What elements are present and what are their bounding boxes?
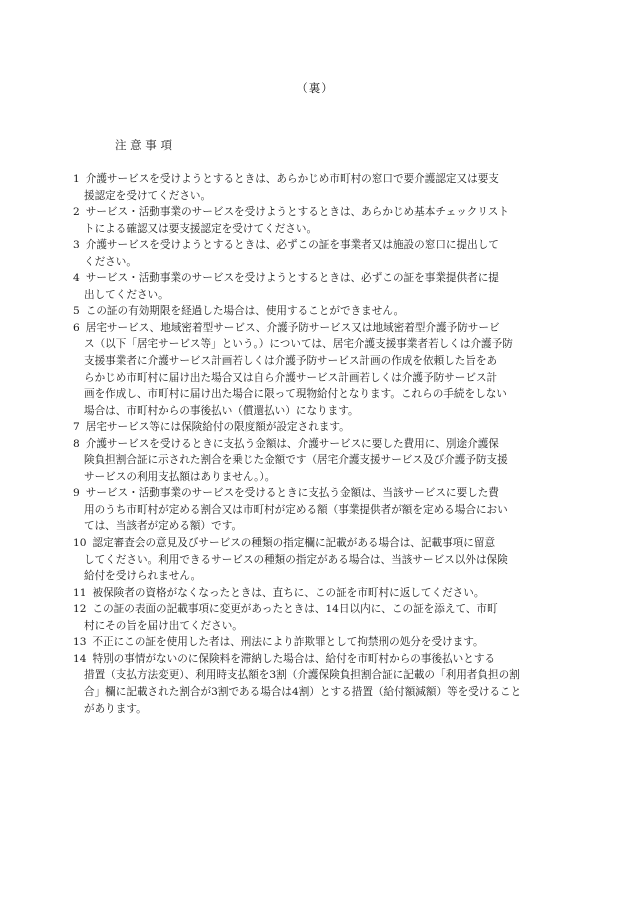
note-number: 6 [73,321,80,334]
note-text: 被保険者の資格がなくなったときは、直ちに、この証を市町村に返してください。 [92,586,485,599]
note-line [73,568,551,585]
note-item [73,419,551,436]
note-text: があります。 [84,702,147,715]
page-side-label: （裏） [296,81,334,95]
note-line [73,171,551,188]
note-number: 9 [73,487,80,500]
note-text: 措置（支払方法変更）、利用時支払額を3割（介護保険負担割合証に記載の「利用者負担の割 [84,669,520,682]
note-text: らかじめ市町村に届け出た場合又は自ら介護サービス計画若しくは介護予防サービス計 [84,371,498,384]
note-item [73,270,551,303]
note-number: 7 [73,421,80,434]
note-text: この証の有効期限を経過した場合は、使用することができません。 [85,305,405,318]
note-text: 出してください。 [84,288,169,301]
notes-heading: 注 意 事 項 [115,138,172,152]
note-text: 支援事業者に介護サービス計画若しくは介護予防サービス計画の作成を依頼した旨をあ [84,355,498,368]
note-line [73,386,551,403]
note-line [73,237,551,254]
note-text: 村にその旨を届け出てください。 [84,619,243,632]
note-text: 給付を受けられません。 [84,570,202,583]
note-text: 介護サービスを受けようとするときは、必ずこの証を事業者又は施設の窓口に提出して [85,239,499,252]
notes-list [73,171,551,717]
note-line [73,403,551,420]
note-line [73,336,551,353]
note-number: 12 [73,603,87,616]
note-text: してください。利用できるサービスの種類の指定がある場合は、当該サービス以外は保険 [84,553,508,566]
note-item [73,204,551,237]
note-text: 特別の事情がないのに保険料を滞納した場合は、給付を市町村からの事後払いとする [92,652,496,665]
note-text: 介護サービスを受けるときに支払う金額は、介護サービスに要した費用に、別途介護保 [85,437,499,450]
note-text: 援認定を受けてください。 [84,189,212,202]
note-line [73,701,551,718]
note-text: トによる確認又は要支援認定を受けてください。 [84,222,318,235]
note-text: 居宅サービス等には保険給付の限度額が設定されます。 [85,421,350,434]
note-text: サービス・活動事業のサービスを受けるときに支払う金額は、当該サービスに要した費 [85,487,499,500]
note-text: ス（以下「居宅サービス等」という。）については、居宅介護支援事業者若しくは介護予防 [84,338,513,351]
note-number: 3 [73,239,80,252]
note-line [73,618,551,635]
note-text: この証の表面の記載事項に変更があったときは、14日以内に、この証を添えて、市町 [92,603,498,616]
note-line [73,667,551,684]
note-line [73,370,551,387]
note-item [73,485,551,535]
note-text: 画を作成し、市町村に届け出た場合に限って現物給付となります。これらの手続をしない [84,388,507,401]
note-line [73,601,551,618]
note-line [73,204,551,221]
note-line [73,502,551,519]
note-line [73,419,551,436]
note-line [73,684,551,701]
note-text: 居宅サービス、地域密着型サービス、介護予防サービス又は地域密着型介護予防サービ [85,321,500,334]
note-line [73,634,551,651]
note-item [73,171,551,204]
note-text: サービスの利用支払額はありません。）。 [84,470,276,483]
note-text: 不正にこの証を使用した者は、刑法により詐欺罪として拘禁刑の処分を受けます。 [92,636,484,649]
note-line [73,436,551,453]
note-text: 認定審査会の意見及びサービスの種類の指定欄に記載がある場合は、記載事項に留意 [92,537,496,550]
note-line [73,320,551,337]
note-line [73,585,551,602]
note-number: 10 [73,537,87,550]
note-line [73,535,551,552]
note-line [73,651,551,668]
note-item [73,436,551,486]
note-item [73,303,551,320]
note-line [73,188,551,205]
note-text: 合」欄に記載された割合が3割である場合は4割）とする措置（給付額減額）等を受けること [84,685,522,698]
note-text: ください。 [84,255,137,268]
note-number: 4 [73,272,80,285]
note-number: 1 [73,173,80,185]
note-line [73,469,551,486]
note-text: 場合は、市町村からの事後払い（償還払い）になります。 [84,404,359,417]
note-line [73,254,551,271]
note-line [73,303,551,320]
note-line [73,485,551,502]
note-text: サービス・活動事業のサービスを受けようとするときは、必ずこの証を事業提供者に提 [85,272,499,285]
note-text: 用のうち市町村が定める割合又は市町村が定める額（事業提供者が額を定める場合におい [84,503,508,516]
note-line [73,552,551,569]
note-number: 11 [73,586,87,599]
note-line [73,452,551,469]
note-line [73,518,551,535]
note-text: サービス・活動事業のサービスを受けようとするときは、あらかじめ基本チェックリスト [85,206,509,219]
note-text: 険負担割合証に示された割合を乗じた金額です（居宅介護支援サービス及び介護予防支援 [84,454,508,467]
note-line [73,353,551,370]
note-text: ては、当該者が定める額）です。 [84,520,243,533]
note-line [73,270,551,287]
note-number: 8 [73,437,80,450]
note-text: 介護サービスを受けようとするときは、あらかじめ市町村の窓口で要介護認定又は要支 [85,173,499,185]
note-item [73,237,551,270]
note-item [73,634,551,651]
note-line [73,221,551,238]
note-line [73,287,551,304]
note-item [73,601,551,634]
note-item [73,535,551,585]
note-item [73,651,551,717]
note-number: 14 [73,652,87,665]
note-number: 5 [73,305,80,318]
note-item [73,585,551,602]
note-number: 13 [73,636,87,649]
note-number: 2 [73,206,80,219]
note-item [73,320,551,419]
